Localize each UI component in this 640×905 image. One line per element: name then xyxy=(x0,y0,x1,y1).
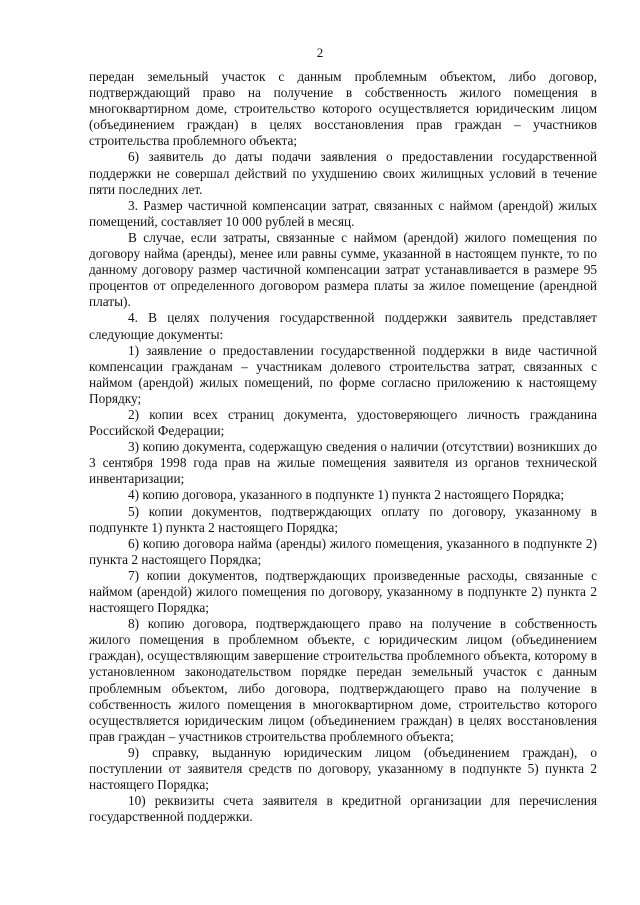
list-item: 8) копию договора, подтверждающего право на получение в собственность жилого помещения в проблемном объекте, с юридическим лицом (объединением граждан), осуществляющим завершение строительства проблемного объекта, которому в установленном законодательством порядке передан земельный участок с данным проблемным объектом, либо договора, подтверждающего право на получение в собственность жилого помещения в многоквартирном доме, строительство которого осуществляется юридическим лицом (объединением граждан) в целях восстановления прав граждан – участников строительства проблемного объекта; xyxy=(89,616,597,744)
list-item: 3) копию документа, содержащую сведения о наличии (отсутствии) возникших до 3 сентября 1998 года прав на жилые помещения заявителя из органов технической инвентаризации; xyxy=(89,439,597,487)
paragraph: 4. В целях получения государственной поддержки заявитель представляет следующие документы: xyxy=(89,310,597,342)
page-number: 2 xyxy=(316,45,324,60)
list-item: 4) копию договора, указанного в подпункте 1) пункта 2 настоящего Порядка; xyxy=(128,487,565,503)
list-item: 9) справку, выданную юридическим лицом (объединением граждан), о поступлении от заявителя средств по договору, указанному в подпункте 5) пункта 2 настоящего Порядка; xyxy=(89,744,597,793)
list-item: 10) реквизиты счета заявителя в кредитной организации для перечисления государственной поддержки. xyxy=(89,793,597,825)
list-item: 6) копию договора найма (аренды) жилого помещения, указанного в подпункте 2) пункта 2 настоящего Порядка; xyxy=(89,535,597,567)
paragraph: 6) заявитель до даты подачи заявления о предоставлении государственной поддержки не совершал действий по ухудшению своих жилищных условий в течение пяти последних лет. xyxy=(89,149,597,197)
list-item: 1) заявление о предоставлении государственной поддержки в виде частичной компенсации гражданам – участникам долевого строительства затрат, связанных с наймом (арендой) жилых помещений, по форме согласно приложению к настоящему Порядку; xyxy=(89,342,597,406)
list-item: 2) копии всех страниц документа, удостоверяющего личность гражданина Российской Федерации; xyxy=(89,406,597,439)
list-item: 5) копии документов, подтверждающих оплату по договору, указанному в подпункте 1) пункта 2 настоящего Порядка; xyxy=(89,503,597,535)
paragraph-continuation: передан земельный участок с данным проблемным объектом, либо договор, подтверждающий право на получение в собственность жилого помещения в многоквартирном доме, строительство которого осуществляется юридическим лицом (объединением граждан) в целях восстановления прав граждан – участников строительства проблемного объекта; xyxy=(89,69,597,149)
paragraph: В случае, если затраты, связанные с наймом (арендой) жилого помещения по договору найма (аренды), менее или равны сумме, указанной в настоящем пункте, то по данному договору размер частичной компенсации затрат устанавливается в размере 95 процентов от определенного договором размера платы за жилое помещение (арендной платы). xyxy=(89,229,597,310)
paragraph: 3. Размер частичной компенсации затрат, связанных с наймом (арендой) жилых помещений, составляет 10 000 рублей в месяц. xyxy=(89,197,597,229)
document-body xyxy=(89,69,597,825)
list-item: 7) копии документов, подтверждающих произведенные расходы, связанные с наймом (арендой) жилого помещения по договору, указанному в подпункте 2) пункта 2 настоящего Порядка; xyxy=(89,567,597,616)
